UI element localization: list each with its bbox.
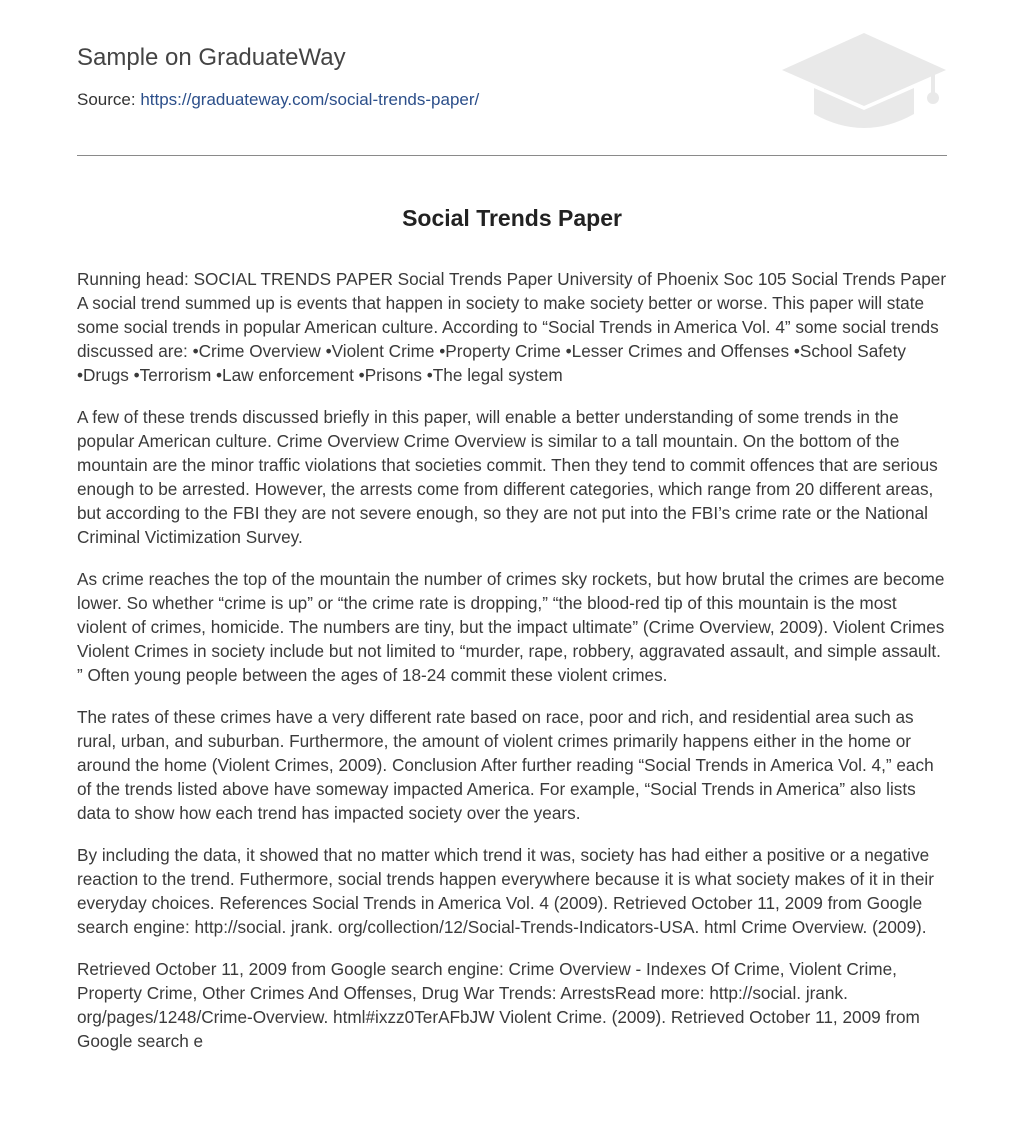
source-label: Source: bbox=[77, 90, 136, 109]
site-title: Sample on GraduateWay bbox=[77, 44, 346, 71]
paragraph: The rates of these crimes have a very different rate based on race, poor and rich, and residential area such as rural, urban, and suburban. Furthermore, the amount of violent crimes primarily happens either in the home or around the home (Violent Crimes, 2009). Conclusion After further reading “Social Trends in America Vol. 4,” each of the trends listed above have someway impacted America. For example, “Social Trends in America” also lists data to show how each trend has impacted society over the years. bbox=[77, 707, 934, 823]
paragraph: A few of these trends discussed briefly in this paper, will enable a better understanding of some trends in the popular American culture. Crime Overview Crime Overview is similar to a tall mountain. On the bottom of the mountain are the minor traffic violations that societies commit. Then they tend to commit offences that are serious enough to be arrested. However, the arrests come from different categories, which range from 20 different areas, but according to the FBI they are not severe enough, so they are not put into the FBI’s crime rate or the National Criminal Victimization Survey. bbox=[77, 407, 938, 547]
document-title: Social Trends Paper bbox=[402, 205, 622, 231]
graduation-cap-icon bbox=[780, 30, 948, 134]
paragraph: As crime reaches the top of the mountain the number of crimes sky rockets, but how brutal the crimes are become lower. So whether “crime is up” or “the crime rate is dropping,” “the blood-red tip of this mountain is the most violent of crimes, homicide. The numbers are tiny, but the impact ultimate” (Crime Overview, 2009). Violent Crimes Violent Crimes in society include but not limited to “murder, rape, robbery, aggravated assault, and simple assault. ” Often young people between the ages of 18-24 commit these violent crimes. bbox=[77, 569, 945, 685]
source-line bbox=[77, 90, 479, 110]
paragraph: Running head: SOCIAL TRENDS PAPER Social Trends Paper University of Phoenix Soc 105 Social Trends Paper A social trend summed up is events that happen in society to make society better or worse. This paper will state some social trends in popular American culture. According to “Social Trends in America Vol. 4” some social trends discussed are: •Crime Overview •Violent Crime •Property Crime •Lesser Crimes and Offenses •School Safety •Drugs •Terrorism •Law enforcement •Prisons •The legal system bbox=[77, 269, 947, 385]
header-divider bbox=[77, 155, 947, 156]
paragraph: By including the data, it showed that no matter which trend it was, society has had either a positive or a negative reaction to the trend. Futhermore, social trends happen everywhere because it is what society makes of it in their everyday choices. References Social Trends in America Vol. 4 (2009). Retrieved October 11, 2009 from Google search engine: http://social. jrank. org/collection/12/Social-Trends-Indicators-USA. html Crime Overview. (2009). bbox=[77, 845, 934, 937]
paragraph: Retrieved October 11, 2009 from Google search engine: Crime Overview - Indexes Of Crime, Violent Crime, Property Crime, Other Crimes And Offenses, Drug War Trends: ArrestsRead more: http://social. jrank. org/pages/1248/Crime-Overview. html#ixzz0TerAFbJW Violent Crime. (2009). Retrieved October 11, 2009 from Google search e bbox=[77, 959, 920, 1051]
document-body bbox=[77, 267, 947, 1071]
source-link[interactable]: https://graduateway.com/social-trends-paper/ bbox=[140, 90, 480, 109]
